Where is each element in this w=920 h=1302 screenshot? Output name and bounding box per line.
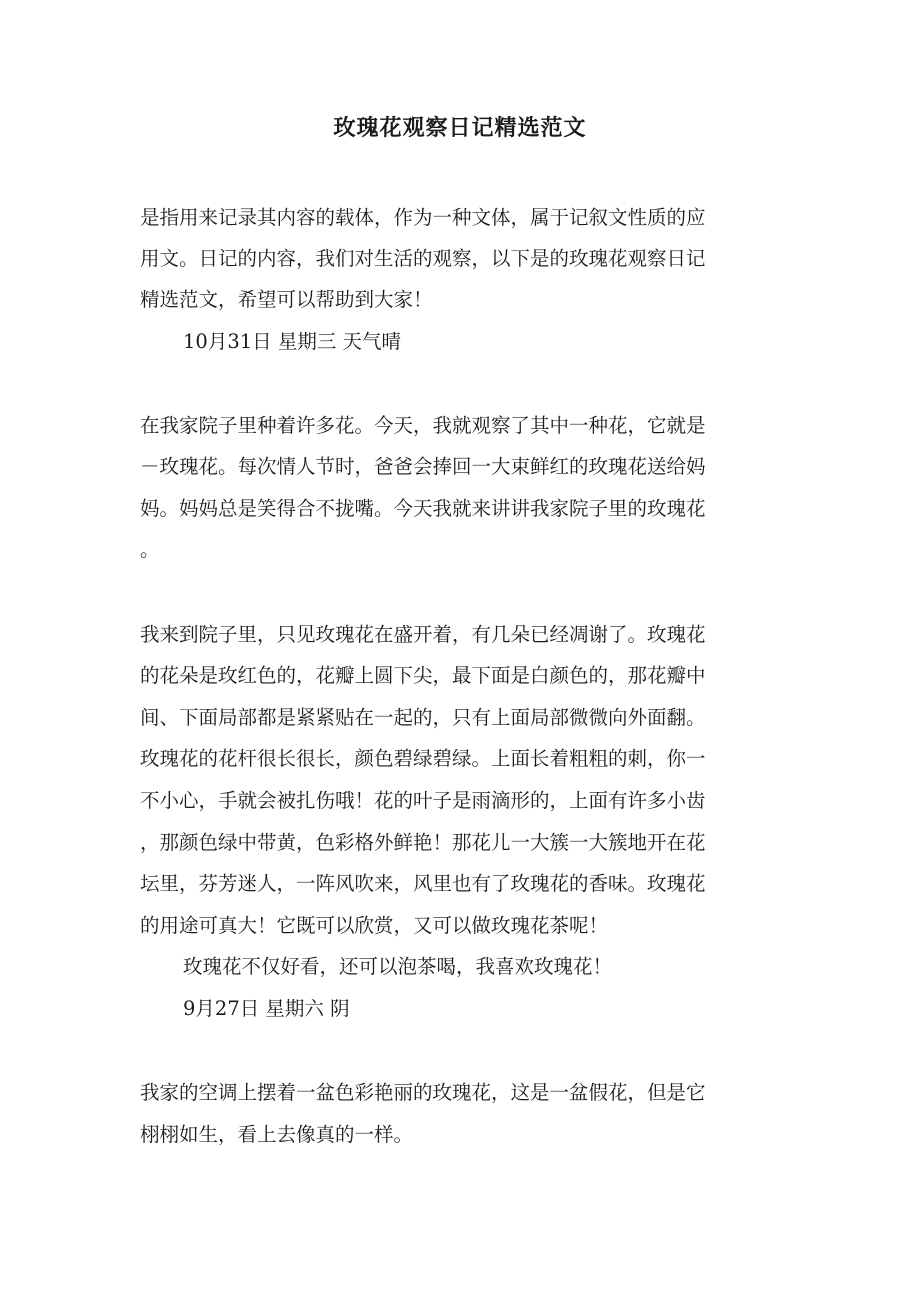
entry1b-line-1: 我来到院子里，只见玫瑰花在盛开着，有几朵已经凋谢了。玫瑰花 bbox=[140, 623, 706, 646]
entry1b-line-5: 不小心，手就会被扎伤哦！花的叶子是雨滴形的，上面有许多小齿 bbox=[140, 789, 706, 812]
entry1-line-4: 。 bbox=[140, 538, 160, 561]
entry1-line-1: 在我家院子里种着许多花。今天，我就观察了其中一种花，它就是 bbox=[140, 414, 706, 437]
intro-line-2: 用文。日记的内容，我们对生活的观察，以下是的玫瑰花观察日记 bbox=[140, 247, 706, 270]
intro-line-3: 精选范文，希望可以帮助到大家！ bbox=[140, 288, 433, 311]
intro-line-1: 是指用来记录其内容的载体，作为一种文体，属于记叙文性质的应 bbox=[140, 206, 706, 229]
diary-date-1: 10月31日 星期三 天气晴 bbox=[183, 330, 402, 353]
entry1b-line-3: 间、下面局部都是紧紧贴在一起的，只有上面局部微微向外面翻。 bbox=[140, 706, 706, 729]
diary-date-2: 9月27日 星期六 阴 bbox=[183, 997, 350, 1020]
entry1b-line-7: 坛里，芬芳迷人，一阵风吹来，风里也有了玫瑰花的香味。玫瑰花 bbox=[140, 872, 706, 895]
entry1-line-2: －玫瑰花。每次情人节时，爸爸会捧回一大束鲜红的玫瑰花送给妈 bbox=[140, 455, 706, 478]
entry1-closing: 玫瑰花不仅好看，还可以泡茶喝，我喜欢玫瑰花！ bbox=[183, 955, 613, 978]
entry2-line-1: 我家的空调上摆着一盆色彩艳丽的玫瑰花，这是一盆假花，但是它 bbox=[140, 1081, 706, 1104]
entry1b-line-8: 的用途可真大！它既可以欣赏，又可以做玫瑰花茶呢！ bbox=[140, 914, 609, 937]
entry1-line-3: 妈。妈妈总是笑得合不拢嘴。今天我就来讲讲我家院子里的玫瑰花 bbox=[140, 497, 706, 520]
entry1b-line-2: 的花朵是玫红色的，花瓣上圆下尖，最下面是白颜色的，那花瓣中 bbox=[140, 664, 706, 687]
document-title: 玫瑰花观察日记精选范文 bbox=[333, 115, 587, 141]
entry2-line-2: 栩栩如生，看上去像真的一样。 bbox=[140, 1123, 414, 1146]
entry1b-line-4: 玫瑰花的花杆很长很长，颜色碧绿碧绿。上面长着粗粗的刺，你一 bbox=[140, 747, 706, 770]
entry1b-line-6: ，那颜色绿中带黄，色彩格外鲜艳！那花儿一大簇一大簇地开在花 bbox=[140, 831, 706, 854]
